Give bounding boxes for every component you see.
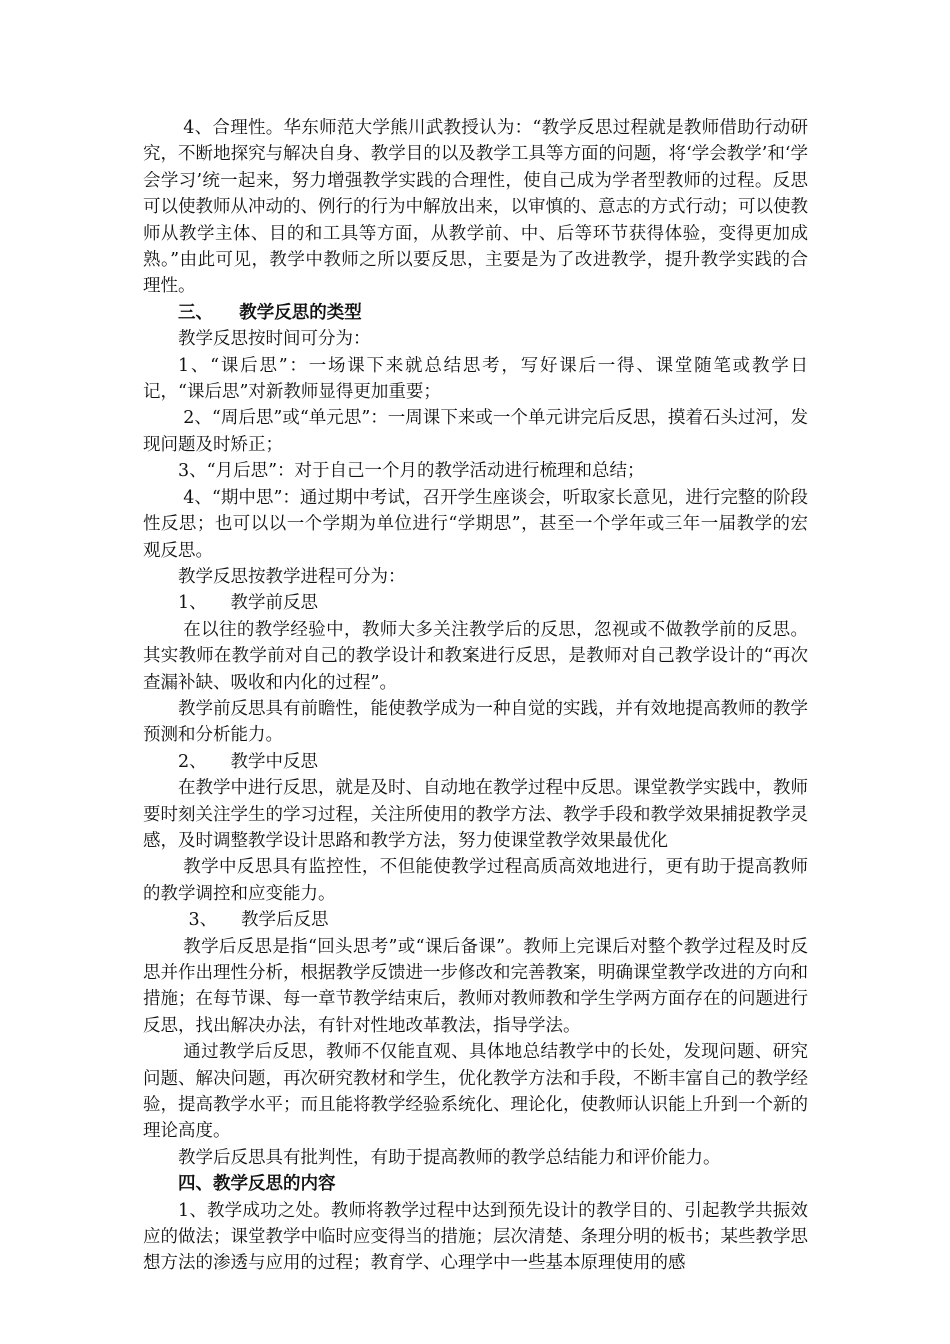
subheading-after-teaching-number: 3、 [188, 910, 218, 931]
paragraph-after-teaching-2: 通过教学后反思，教师不仅能直观、具体地总结教学中的长处，发现问题、研究问题、解决问题，再次研究教材和学生，优化教学方法和手段，不断丰富自己的教学经验，提高教学水平；而且能将教学经验系统化、理论化，使教师认识能上升到一个新的理论高度。 [143, 1042, 808, 1142]
paragraph-after-teaching-1: 教学后反思是指“回头思考”或“课后备课”。教师上完课后对整个教学过程及时反思并作出理性分析，根据教学反馈进一步修改和完善教案，明确课堂教学改进的方向和措施；在每节课、每一章节教学结束后，教师对教师教和学生学两方面存在的问题进行反思，找出解决办法，有针对性地改革教法，指导学法。 [143, 936, 808, 1036]
section-heading-3 [143, 300, 808, 326]
paragraph-success-points: 1、教学成功之处。教师将教学过程中达到预先设计的教学目的、引起教学共振效应的做法；课堂教学中临时应变得当的措施；层次清楚、条理分明的板书；某些教学思想方法的渗透与应用的过程；教育学、心理学中一些基本原理使用的感 [143, 1200, 808, 1274]
subheading-during-teaching-title: 教学中反思 [230, 751, 318, 772]
paragraph-during-teaching-2: 教学中反思具有监控性，不但能使教学过程高质高效地进行，更有助于提高教师的教学调控和应变能力。 [143, 857, 808, 904]
document-page [143, 115, 808, 1277]
paragraph-after-class: 1、“课后思”：一场课下来就总结思考，写好课后一得、课堂随笔或教学日记，“课后思”对新教师显得更加重要； [143, 355, 808, 403]
subheading-during-teaching-number: 2、 [178, 751, 207, 772]
section-heading-3-title: 教学反思的类型 [239, 302, 362, 323]
subheading-before-teaching-number: 1、 [178, 593, 207, 614]
paragraph-before-teaching-1: 在以往的教学经验中，教师大多关注教学后的反思，忽视或不做教学前的反思。其实教师在教学前对自己的教学设计和教案进行反思，是教师对自己教学设计的“再次查漏补缺、吸收和内化的过程”。 [143, 619, 808, 693]
subheading-after-teaching-title: 教学后反思 [241, 910, 329, 931]
paragraph-by-process-intro: 教学反思按教学进程可分为： [178, 566, 406, 587]
section-heading-4: 四、教学反思的内容 [178, 1174, 336, 1195]
subheading-before-teaching-title: 教学前反思 [230, 593, 318, 614]
section-heading-3-number: 三、 [178, 302, 213, 323]
subheading-after-teaching [143, 907, 808, 933]
paragraph-by-time-intro: 教学反思按时间可分为： [178, 329, 371, 350]
paragraph-after-teaching-3: 教学后反思具有批判性，有助于提高教师的教学总结能力和评价能力。 [178, 1147, 721, 1168]
paragraph-after-week: 2、“周后思”或“单元思”：一周课下来或一个单元讲完后反思，摸着石头过河，发现问题及时矫正； [143, 408, 808, 455]
paragraph-rationality: 4、合理性。华东师范大学熊川武教授认为：“教学反思过程就是教师借助行动研究，不断地探究与解决自身、教学目的以及教学工具等方面的问题，将‘学会教学’和‘学会学习’统一起来，努力增强教学实践的合理性，使自己成为学者型教师的过程。反思可以使教师从冲动的、例行的行为中解放出来，以审慎的、意志的方式行动；可以使教师从教学主体、目的和工具等方面，从教学前、中、后等环节获得体验，变得更加成熟。”由此可见，教学中教师之所以要反思，主要是为了改进教学，提升教学实践的合理性。 [143, 118, 808, 297]
subheading-during-teaching [143, 749, 808, 775]
paragraph-during-teaching-1: 在教学中进行反思，就是及时、自动地在教学过程中反思。课堂教学实践中，教师要时刻关注学生的学习过程，关注所使用的教学方法、教学手段和教学效果捕捉教学灵感，及时调整教学设计思路和教学方法，努力使课堂教学效果最优化 [143, 778, 808, 851]
paragraph-midterm: 4、“期中思”：通过期中考试，召开学生座谈会，听取家长意见，进行完整的阶段性反思；也可以以一个学期为单位进行“学期思”，甚至一个学年或三年一届教学的宏观反思。 [143, 487, 808, 561]
paragraph-before-teaching-2: 教学前反思具有前瞻性，能使教学成为一种自觉的实践，并有效地提高教师的教学预测和分析能力。 [143, 698, 808, 746]
paragraph-after-month: 3、“月后思”：对于自己一个月的教学活动进行梳理和总结； [178, 461, 645, 482]
subheading-before-teaching [143, 590, 808, 616]
